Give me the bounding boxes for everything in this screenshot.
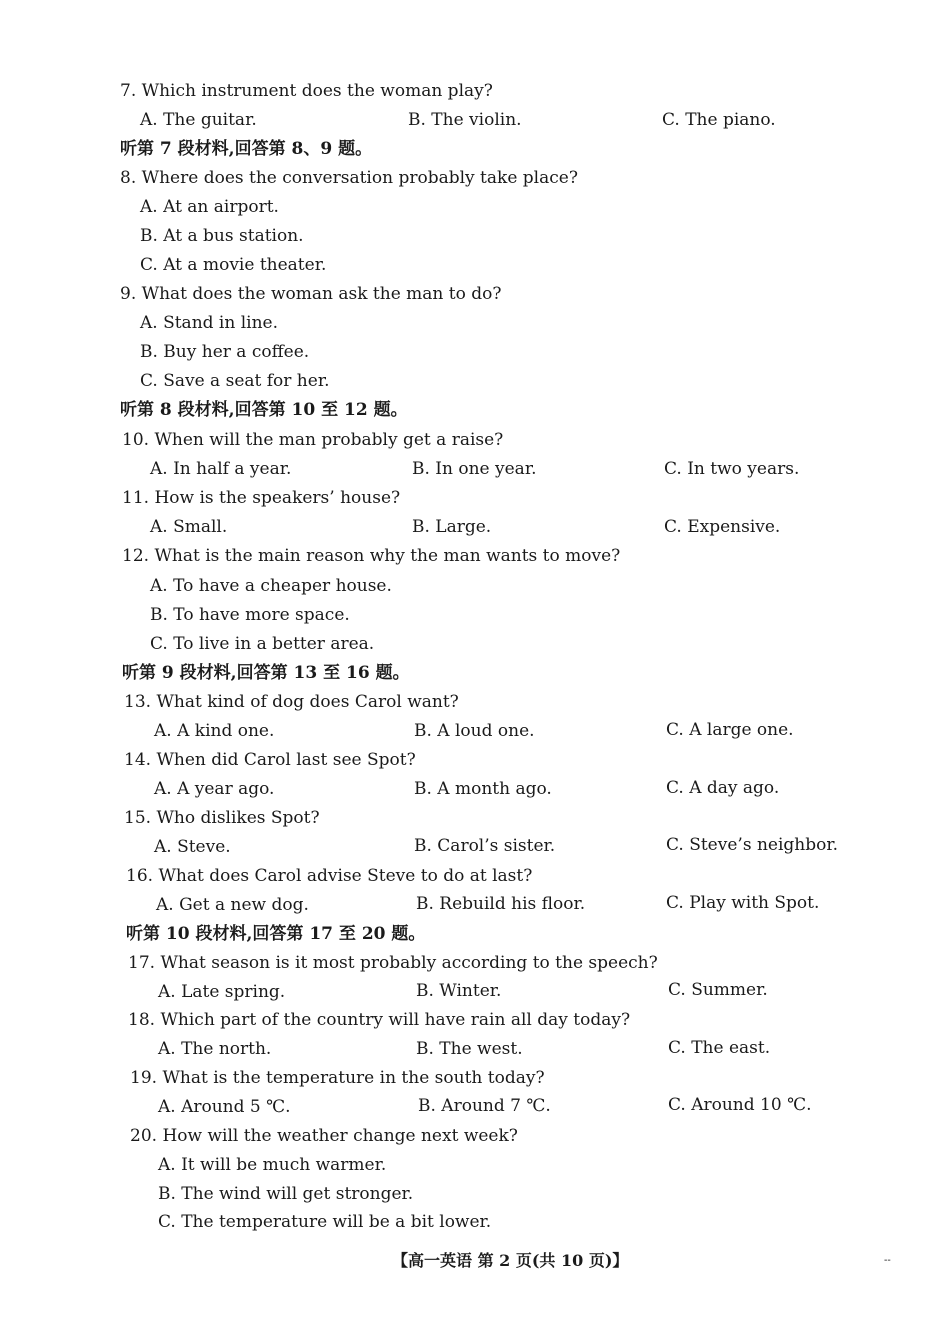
q7-option-c: C. The piano. xyxy=(662,110,776,130)
q15-option-a: A. Steve. xyxy=(154,837,231,857)
q18-option-b: B. The west. xyxy=(416,1039,523,1059)
q10-option-c: C. In two years. xyxy=(664,459,800,479)
question-14: 14. When did Carol last see Spot? xyxy=(124,750,416,770)
question-7: 7. Which instrument does the woman play? xyxy=(120,81,493,101)
q13-option-b: B. A loud one. xyxy=(414,721,535,741)
question-18: 18. Which part of the country will have rain all day today? xyxy=(128,1010,631,1030)
q20-option-b: B. The wind will get stronger. xyxy=(158,1184,414,1204)
q16-option-b: B. Rebuild his floor. xyxy=(416,894,586,914)
q19-option-a: A. Around 5 ℃. xyxy=(158,1097,291,1117)
q8-option-c: C. At a movie theater. xyxy=(140,255,327,275)
q10-option-b: B. In one year. xyxy=(412,459,537,479)
section-7-heading: 听第 7 段材料,回答第 8、9 题。 xyxy=(120,139,373,159)
question-15: 15. Who dislikes Spot? xyxy=(124,808,320,828)
q18-option-a: A. The north. xyxy=(158,1039,272,1059)
question-20: 20. How will the weather change next week? xyxy=(130,1126,518,1146)
section-9-heading: 听第 9 段材料,回答第 13 至 16 题。 xyxy=(122,663,410,683)
q14-option-b: B. A month ago. xyxy=(414,779,552,799)
q20-option-c: C. The temperature will be a bit lower. xyxy=(158,1212,492,1232)
q11-option-b: B. Large. xyxy=(412,517,492,537)
question-17: 17. What season is it most probably according to the speech? xyxy=(128,953,658,973)
q9-option-c: C. Save a seat for her. xyxy=(140,371,330,391)
corner-mark: -- xyxy=(884,1255,891,1266)
q17-option-b: B. Winter. xyxy=(416,981,502,1001)
section-10-heading: 听第 10 段材料,回答第 17 至 20 题。 xyxy=(126,924,426,944)
q17-option-a: A. Late spring. xyxy=(158,982,286,1002)
q15-option-b: B. Carol’s sister. xyxy=(414,836,556,856)
q9-option-a: A. Stand in line. xyxy=(140,313,279,333)
q8-option-a: A. At an airport. xyxy=(140,197,279,217)
q12-option-a: A. To have a cheaper house. xyxy=(150,576,392,596)
q7-option-a: A. The guitar. xyxy=(140,110,257,130)
q14-option-a: A. A year ago. xyxy=(154,779,275,799)
q16-option-c: C. Play with Spot. xyxy=(666,893,820,913)
q8-option-b: B. At a bus station. xyxy=(140,226,304,246)
q12-option-b: B. To have more space. xyxy=(150,605,350,625)
q10-option-a: A. In half a year. xyxy=(150,459,292,479)
q15-option-c: C. Steve’s neighbor. xyxy=(666,835,839,855)
q19-option-b: B. Around 7 ℃. xyxy=(418,1096,551,1116)
q13-option-a: A. A kind one. xyxy=(154,721,275,741)
q13-option-c: C. A large one. xyxy=(666,720,794,740)
q9-option-b: B. Buy her a coffee. xyxy=(140,342,310,362)
question-11: 11. How is the speakers’ house? xyxy=(122,488,401,508)
q16-option-a: A. Get a new dog. xyxy=(156,895,309,915)
q14-option-c: C. A day ago. xyxy=(666,778,780,798)
question-16: 16. What does Carol advise Steve to do at last? xyxy=(126,866,533,886)
page-footer: 【高一英语 第 2 页(共 10 页)】 xyxy=(392,1251,629,1270)
question-8: 8. Where does the conversation probably take place? xyxy=(120,168,578,188)
question-12: 12. What is the main reason why the man wants to move? xyxy=(122,546,621,566)
q7-option-b: B. The violin. xyxy=(408,110,522,130)
q11-option-c: C. Expensive. xyxy=(664,517,781,537)
question-9: 9. What does the woman ask the man to do? xyxy=(120,284,502,304)
question-13: 13. What kind of dog does Carol want? xyxy=(124,692,459,712)
q17-option-c: C. Summer. xyxy=(668,980,768,1000)
question-10: 10. When will the man probably get a raise? xyxy=(122,430,504,450)
q11-option-a: A. Small. xyxy=(150,517,228,537)
q19-option-c: C. Around 10 ℃. xyxy=(668,1095,812,1115)
q18-option-c: C. The east. xyxy=(668,1038,771,1058)
section-8-heading: 听第 8 段材料,回答第 10 至 12 题。 xyxy=(120,400,408,420)
q20-option-a: A. It will be much warmer. xyxy=(158,1155,387,1175)
q12-option-c: C. To live in a better area. xyxy=(150,634,375,654)
question-19: 19. What is the temperature in the south today? xyxy=(130,1068,545,1088)
